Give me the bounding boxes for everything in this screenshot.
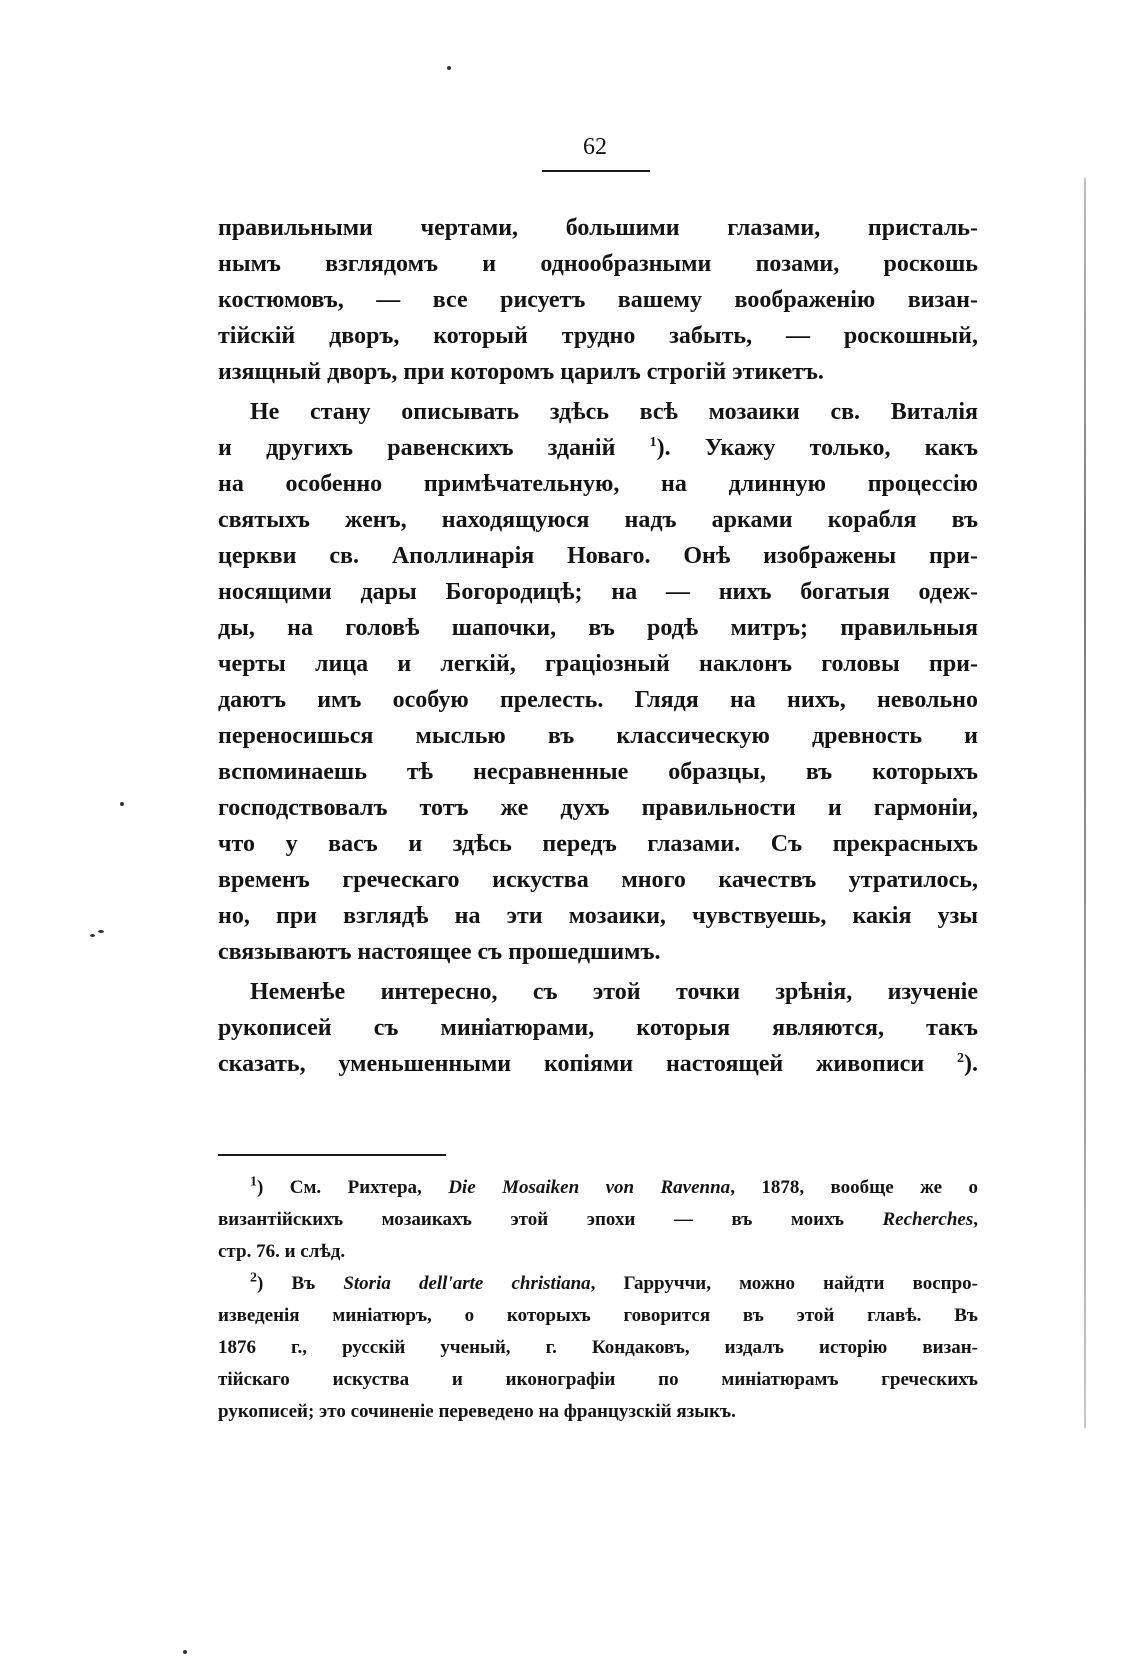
- text-line: переносишься мыслью въ классическую древность и: [218, 723, 978, 749]
- scan-speck: [90, 934, 95, 937]
- italic-title: Storia dell'arte christiana: [343, 1273, 591, 1294]
- text-line: святыхъ женъ, находящуюся надъ арками корабля въ: [218, 507, 978, 533]
- italic-title: Die Mosaiken von Ravenna: [448, 1177, 731, 1198]
- text-fragment: , Гарруччи, можно найдти воспро-: [590, 1273, 978, 1294]
- text-line: связываютъ настоящее съ прошедшимъ.: [218, 939, 661, 965]
- footnote-ref-2[interactable]: 2: [957, 1051, 964, 1066]
- footnote-marker-2: 2: [250, 1270, 257, 1286]
- footnote-separator: [218, 1154, 446, 1156]
- text-line: Не стану описывать здѣсь всѣ мозаики св. Виталія: [250, 399, 978, 425]
- text-line: вспоминаешь тѣ несравненные образцы, въ которыхъ: [218, 759, 978, 785]
- text-line: временъ греческаго искуства много качествъ утратилось,: [218, 867, 978, 893]
- text-line: черты лица и легкій, граціозный наклонъ головы при-: [218, 651, 978, 677]
- footnote-2-line: рукописей; это сочиненіе переведено на французскій языкъ.: [218, 1401, 736, 1422]
- text-line: нымъ взглядомъ и однообразными позами, роскошь: [218, 251, 978, 277]
- text-line-with-ref: [218, 1046, 978, 1082]
- text-line: господствовалъ тотъ же духъ правильности и гармоніи,: [218, 795, 978, 821]
- text-fragment: ) См. Рихтера,: [257, 1177, 449, 1198]
- footnote-1-line: [218, 1172, 978, 1204]
- main-text: [218, 210, 978, 1082]
- text-line: изящный дворъ, при которомъ царилъ строгій этикетъ.: [218, 359, 824, 385]
- text-line: даютъ имъ особую прелесть. Глядя на нихъ, невольно: [218, 687, 978, 713]
- text-line: рукописей съ миніатюрами, которыя являются, такъ: [218, 1015, 978, 1041]
- italic-title: Recherches: [882, 1209, 974, 1230]
- footnote-1-line: стр. 76. и слѣд.: [218, 1241, 346, 1262]
- footnote-2-line: тійскаго искуства и иконографіи по миніатюрамъ греческихъ: [218, 1369, 978, 1390]
- text-fragment: , 1878, вообще же о: [730, 1177, 978, 1198]
- text-line: костюмовъ, — все рисуетъ вашему воображенію визан-: [218, 287, 978, 313]
- text-line: правильными чертами, большими глазами, присталь-: [218, 215, 978, 241]
- text-fragment: ).: [964, 1051, 978, 1077]
- page-edge-shadow: [1084, 178, 1086, 1428]
- text-line: Неменѣе интересно, съ этой точки зрѣнія, изученіе: [250, 979, 978, 1005]
- scan-speck: [183, 1650, 187, 1654]
- text-line: на особенно примѣчательную, на длинную процессію: [218, 471, 978, 497]
- text-line: тійскій дворъ, который трудно забыть, — роскошный,: [218, 323, 978, 349]
- text-fragment: и другихъ равенскихъ зданій: [218, 435, 650, 461]
- text-line-with-ref: [218, 430, 978, 466]
- footnotes: [218, 1172, 978, 1428]
- footnote-marker-1: 1: [250, 1174, 257, 1190]
- text-line: что у васъ и здѣсь передъ глазами. Съ прекрасныхъ: [218, 831, 978, 857]
- page-number: 62: [583, 134, 607, 160]
- text-fragment: ) Въ: [257, 1273, 344, 1294]
- scan-speck: [98, 930, 104, 933]
- text-fragment: ). Укажу только, какъ: [656, 435, 978, 461]
- text-fragment: ,: [973, 1209, 978, 1230]
- footnote-2-line: изведенія миніатюръ, о которыхъ говорится въ этой главѣ. Въ: [218, 1305, 978, 1326]
- footnote-ref-1[interactable]: 1: [649, 435, 657, 450]
- text-line: ды, на головѣ шапочки, въ родѣ митръ; правильныя: [218, 615, 978, 641]
- text-fragment: сказать, уменьшенными копіями настоящей живописи: [218, 1051, 957, 1077]
- footnote-1-line: [218, 1204, 978, 1236]
- scan-speck: [447, 66, 451, 70]
- text-line: носящими дары Богородицѣ; на — нихъ богатыя одеж-: [218, 579, 978, 605]
- text-line: но, при взглядѣ на эти мозаики, чувствуешь, какія узы: [218, 903, 978, 929]
- footnote-2-line: 1876 г., русскій ученый, г. Кондаковъ, издалъ исторію визан-: [218, 1337, 978, 1358]
- page-number-rule: [542, 170, 650, 172]
- text-fragment: византійскихъ мозаикахъ этой эпохи — въ моихъ: [218, 1209, 883, 1230]
- footnote-2-line: [218, 1268, 978, 1300]
- text-line: церкви св. Аполлинарія Новаго. Онѣ изображены при-: [218, 543, 978, 569]
- scan-speck: [120, 802, 124, 806]
